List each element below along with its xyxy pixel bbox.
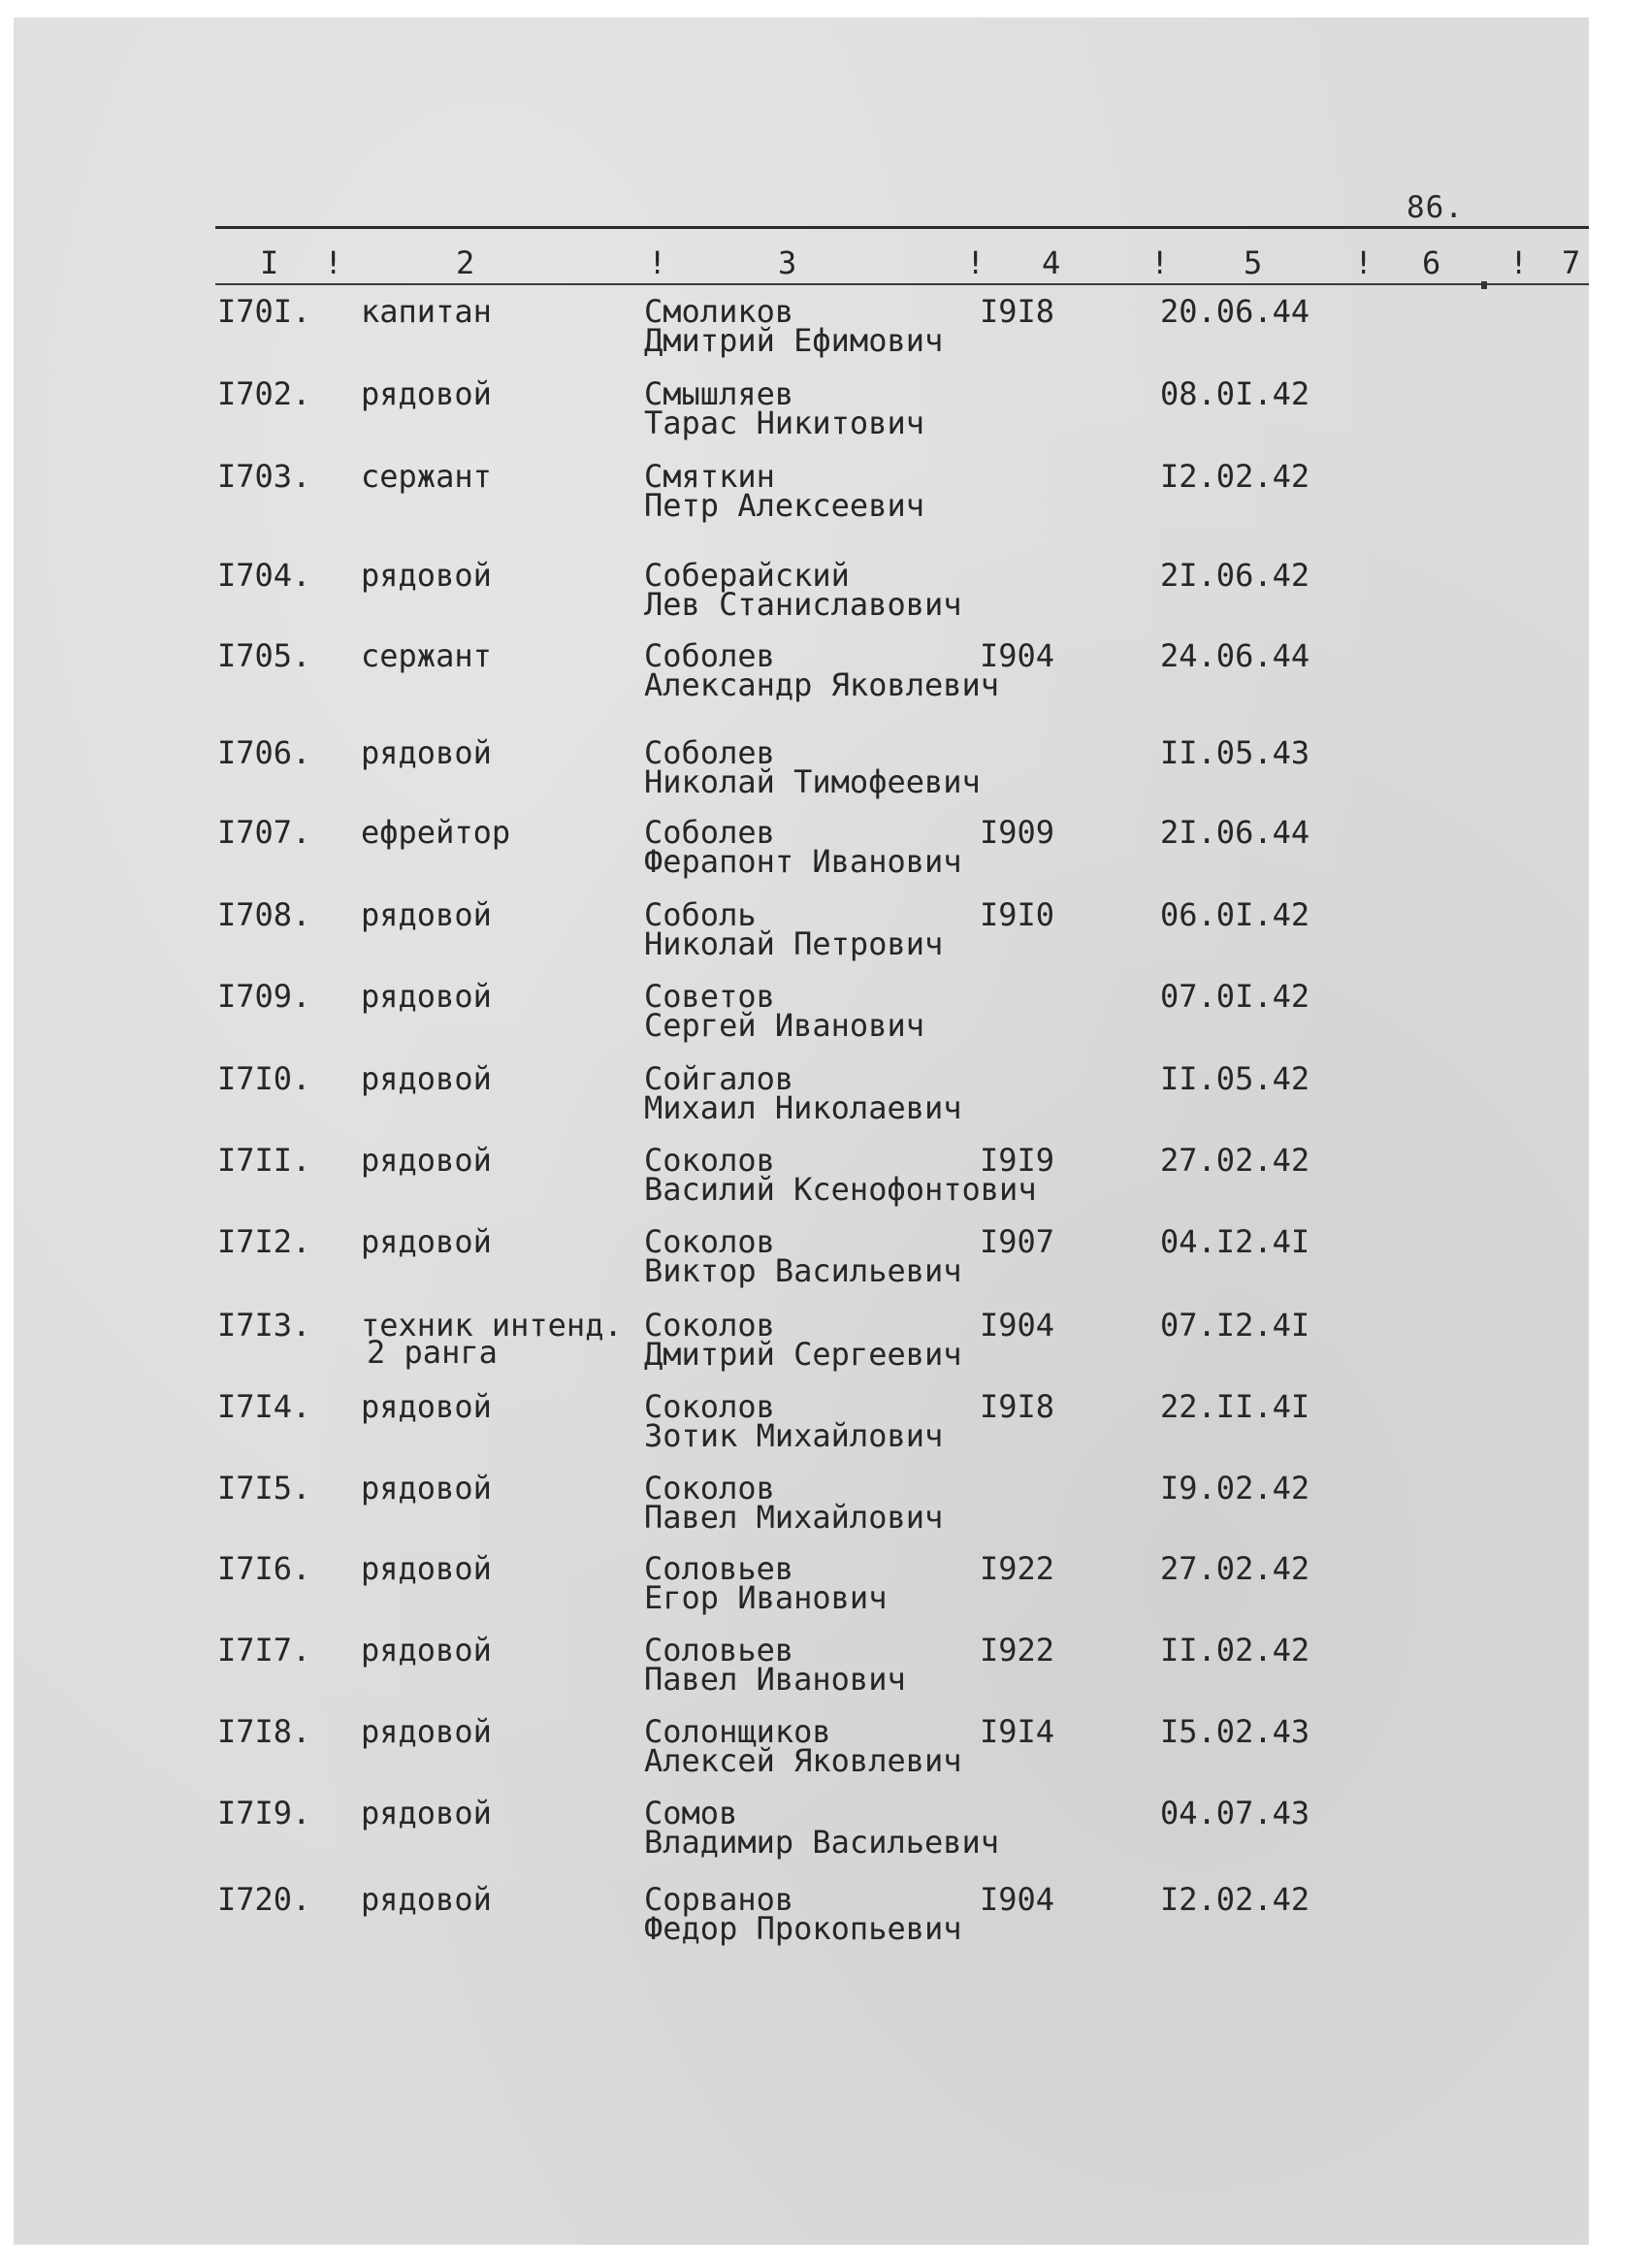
rank: рядовой [361,1881,492,1918]
date: 06.0I.42 [1160,896,1310,933]
table-row [0,1470,1589,1550]
rank: рядовой [361,1142,492,1179]
record-number: I7I9. [217,1795,311,1831]
table-row [0,1881,1589,1961]
date: I2.02.42 [1160,1881,1310,1918]
record-number: I702. [217,375,311,412]
rank: рядовой [361,1795,492,1831]
table-row [0,896,1589,977]
surname: Соловьев [644,1632,794,1669]
table-row [0,1632,1589,1712]
table-row [0,293,1589,373]
birth-year: I909 [980,814,1055,851]
rank: техник интенд. [361,1307,623,1344]
record-number: I704. [217,557,311,594]
given-names: Павел Михайлович [644,1499,944,1536]
rank: рядовой [361,1060,492,1097]
surname: Солонщиков [644,1713,831,1750]
surname: Соболев [644,814,775,851]
rank: рядовой [361,1713,492,1750]
rank: рядовой [361,557,492,594]
birth-year: I904 [980,1881,1055,1918]
surname: Соболев [644,637,775,674]
surname: Соберайский [644,557,850,594]
date: 20.06.44 [1160,293,1310,330]
table-row [0,1060,1589,1141]
given-names: Николай Тимофеевич [644,763,981,800]
given-names: Павел Иванович [644,1661,906,1698]
surname: Соколов [644,1470,775,1507]
table-row [0,734,1589,815]
date: I5.02.43 [1160,1713,1310,1750]
given-names: Дмитрий Сергеевич [644,1336,962,1373]
given-names: Алексей Яковлевич [644,1742,962,1779]
date: 04.07.43 [1160,1795,1310,1831]
record-number: I7I3. [217,1307,311,1344]
header-top-rule [215,226,1589,229]
given-names: Василий Ксенофонтович [644,1171,1037,1208]
header-separator: ! [648,244,667,281]
given-names: Петр Алексеевич [644,487,924,524]
rank: сержант [361,637,492,674]
given-names: Сергей Иванович [644,1007,924,1044]
birth-year: I922 [980,1632,1055,1669]
table-row [0,1795,1589,1875]
table-row [0,1142,1589,1222]
record-number: I70I. [217,293,311,330]
birth-year: I907 [980,1223,1055,1260]
table-row [0,1223,1589,1304]
record-number: I7I8. [217,1713,311,1750]
record-number: I720. [217,1881,311,1918]
rank: рядовой [361,1223,492,1260]
rank: рядовой [361,978,492,1015]
date: 07.I2.4I [1160,1307,1310,1344]
date: I2.02.42 [1160,458,1310,495]
date: 27.02.42 [1160,1550,1310,1587]
date: 2I.06.44 [1160,814,1310,851]
header-separator: ! [1150,244,1170,281]
table-row [0,557,1589,637]
rank: рядовой [361,1632,492,1669]
date: 04.I2.4I [1160,1223,1310,1260]
record-number: I7I5. [217,1470,311,1507]
table-row [0,1713,1589,1794]
table-row [0,1388,1589,1469]
given-names: Виктор Васильевич [644,1252,962,1289]
table-row [0,1550,1589,1631]
surname: Смоликов [644,293,794,330]
rank: рядовой [361,734,492,771]
given-names: Федор Прокопьевич [644,1910,962,1947]
table-row [0,978,1589,1058]
record-number: I706. [217,734,311,771]
table-row [0,637,1589,718]
surname: Советов [644,978,775,1015]
given-names: Александр Яковлевич [644,666,1000,703]
header-separator: ! [1509,244,1529,281]
record-number: I709. [217,978,311,1015]
date: 2I.06.42 [1160,557,1310,594]
birth-year: I9I0 [980,896,1055,933]
surname: Соколов [644,1388,775,1425]
birth-year: I922 [980,1550,1055,1587]
rank: капитан [361,293,492,330]
given-names: Дмитрий Ефимович [644,322,944,359]
table-row [0,375,1589,456]
given-names: Зотик Михайлович [644,1417,944,1454]
birth-year: I9I8 [980,293,1055,330]
given-names: Михаил Николаевич [644,1089,962,1126]
surname: Соколов [644,1307,775,1344]
surname: Соболев [644,734,775,771]
surname: Смяткин [644,458,775,495]
given-names: Лев Станиславович [644,586,962,623]
date: II.05.43 [1160,734,1310,771]
birth-year: I9I9 [980,1142,1055,1179]
header-separator: ! [1354,244,1374,281]
header-col-2: 2 [456,244,475,281]
rank: сержант [361,458,492,495]
record-number: I7I6. [217,1550,311,1587]
date: I9.02.42 [1160,1470,1310,1507]
record-number: I7I0. [217,1060,311,1097]
given-names: Николай Петрович [644,925,944,962]
table-row [0,458,1589,538]
given-names: Егор Иванович [644,1579,888,1616]
given-names: Тарас Никитович [644,405,924,441]
given-names: Ферапонт Иванович [644,843,962,880]
date: 07.0I.42 [1160,978,1310,1015]
header-separator: ! [966,244,986,281]
record-number: I7I4. [217,1388,311,1425]
surname: Соловьев [644,1550,794,1587]
ink-mark [1481,281,1487,289]
surname: Соболь [644,896,757,933]
record-number: I705. [217,637,311,674]
given-names: Владимир Васильевич [644,1824,1000,1861]
rank: рядовой [361,375,492,412]
record-number: I708. [217,896,311,933]
date: 22.II.4I [1160,1388,1310,1425]
header-col-5: 5 [1244,244,1263,281]
date: 24.06.44 [1160,637,1310,674]
record-number: I7I2. [217,1223,311,1260]
table-row [0,1307,1589,1387]
surname: Смышляев [644,375,794,412]
rank: рядовой [361,896,492,933]
page-number: 86. [1406,190,1464,225]
date: II.05.42 [1160,1060,1310,1097]
rank: рядовой [361,1470,492,1507]
table-header [0,244,1589,287]
table-row [0,814,1589,894]
surname: Сорванов [644,1881,794,1918]
header-col-7: 7 [1562,244,1581,281]
record-number: I7I7. [217,1632,311,1669]
rank: рядовой [361,1550,492,1587]
birth-year: I9I4 [980,1713,1055,1750]
header-separator: ! [324,244,343,281]
rank: рядовой [361,1388,492,1425]
record-number: I707. [217,814,311,851]
rank: ефрейтор [361,814,511,851]
header-col-1: I [260,244,279,281]
surname: Сойгалов [644,1060,794,1097]
header-col-3: 3 [778,244,797,281]
birth-year: I9I8 [980,1388,1055,1425]
header-bottom-rule [215,283,1589,285]
rank-line-2: 2 ранга [367,1334,498,1371]
header-col-6: 6 [1422,244,1441,281]
date: 27.02.42 [1160,1142,1310,1179]
birth-year: I904 [980,637,1055,674]
birth-year: I904 [980,1307,1055,1344]
date: II.02.42 [1160,1632,1310,1669]
date: 08.0I.42 [1160,375,1310,412]
surname: Сомов [644,1795,738,1831]
header-col-4: 4 [1042,244,1061,281]
surname: Соколов [644,1142,775,1179]
surname: Соколов [644,1223,775,1260]
record-number: I7II. [217,1142,311,1179]
record-number: I703. [217,458,311,495]
